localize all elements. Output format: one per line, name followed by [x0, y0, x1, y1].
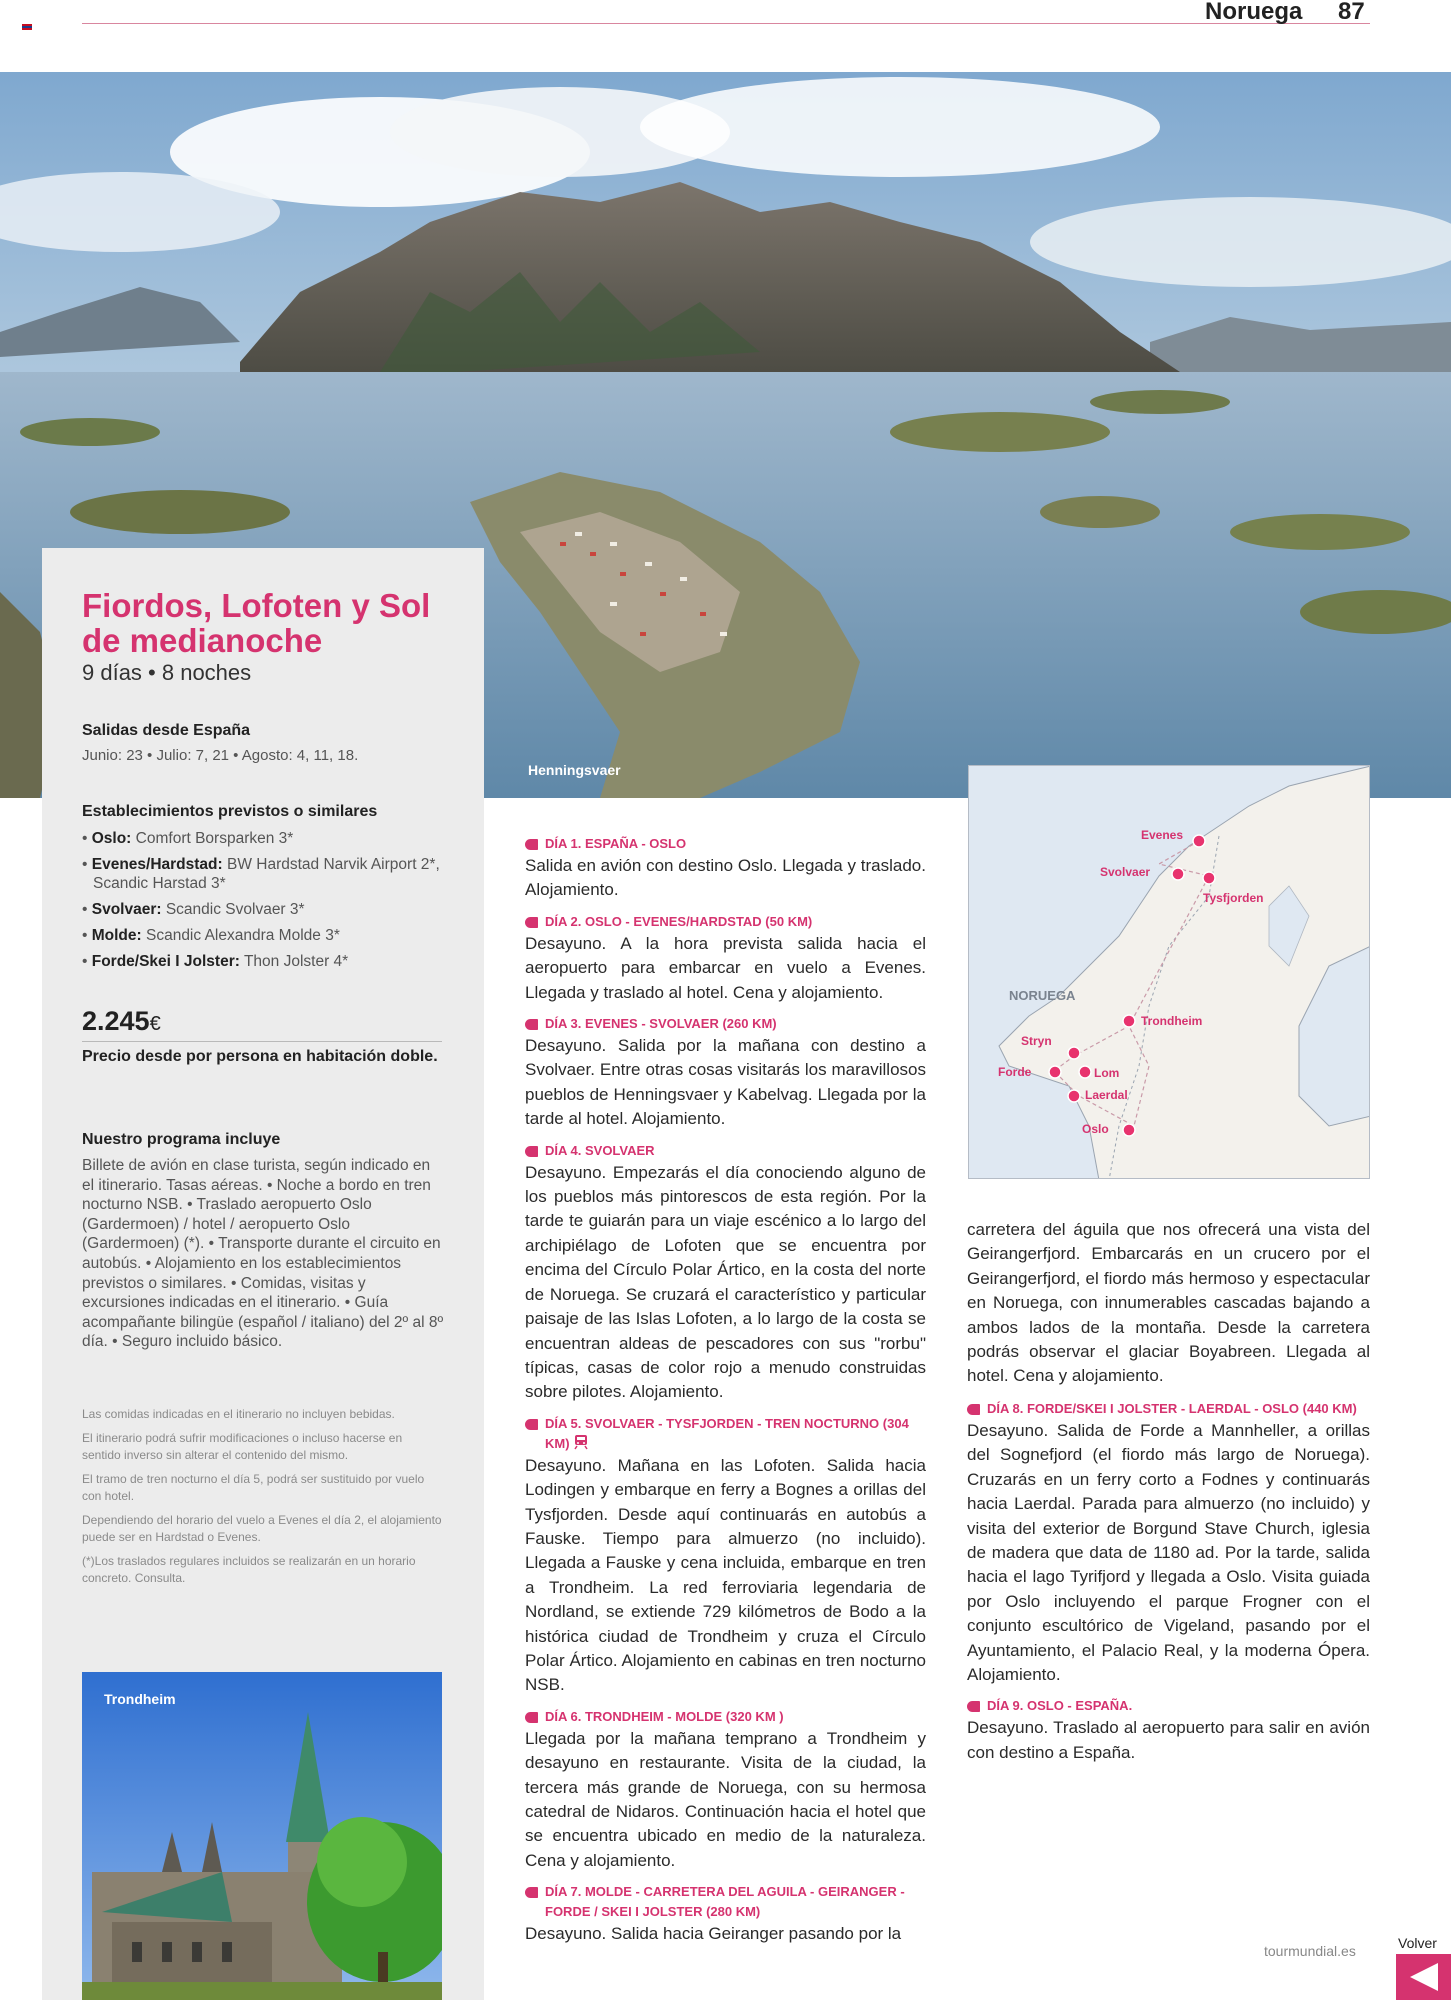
hotel-item: • Molde: Scandic Alexandra Molde 3* — [82, 927, 340, 944]
page-number: 87 — [1338, 0, 1365, 25]
tour-title: Fiordos, Lofoten y Sol de medianoche — [82, 587, 431, 659]
back-button[interactable] — [1396, 1954, 1451, 2000]
price-note: Precio desde por persona en habitación doble. — [82, 1048, 438, 1065]
hotel-item: • Evenes/Hardstad: BW Hardstad Narvik Airport 2*, Scandic Harstad 3* — [82, 856, 440, 892]
tour-duration: 9 días • 8 noches — [82, 660, 252, 685]
map-label: Stryn — [1021, 1034, 1052, 1048]
note: Dependiendo del horario del vuelo a Evenes el día 2, el alojamiento puede ser en Hardstad o Evenes. — [82, 1512, 442, 1544]
day-text: Llegada por la mañana temprano a Trondheim y desayuno en restaurante. Visita de la ciudad, la tercera más grande de Noruega, con su hermosa catedral de Nidaros. Continuación hacia el hotel que se encuentra ubicado en medio de la naturaleza. Cena y alojamiento. — [525, 1728, 926, 1870]
day-text: Salida en avión con destino Oslo. Llegada y traslado. Alojamiento. — [525, 856, 926, 900]
map-label: Svolvaer — [1100, 865, 1151, 879]
map-label: Evenes — [1141, 828, 1184, 842]
day-heading: DÍA 2. OSLO - EVENES/HARDSTAD (50 KM) — [525, 912, 926, 932]
day-heading: DÍA 4. SVOLVAER — [525, 1141, 926, 1161]
header-country: Noruega — [1205, 0, 1303, 25]
day-heading: DÍA 5. SVOLVAER - TYSFJORDEN - TREN NOCTURNO (304 KM) — [525, 1414, 926, 1454]
route-map — [968, 765, 1370, 1179]
chevron-icon — [525, 917, 538, 928]
trondheim-photo — [82, 1672, 442, 2000]
map-label: Forde — [998, 1065, 1032, 1079]
note: El tramo de tren nocturno el día 5, podrá ser sustituido por vuelo con hotel. — [82, 1471, 425, 1503]
day-text: Desayuno. Salida hacia Geiranger pasando por la — [525, 1924, 902, 1944]
day-text: Desayuno. Salida de Forde a Mannheller, a orillas del Sognefjord (el fiordo más largo de Noruega). Cruzarás en un ferry corto a Fodnes y continuarás hacia Laerdal. Parada para almuerzo (no incluido) y visita del exterior de Borgund Stave Church, iglesia de madera que data de 1180 ad. Por la tarde, salida hacia el lago Tyrifjord y llegada a Oslo. Visita guiada por Oslo incluyendo el parque Frogner con el conjunto escultórico de Vigeland, pasando por el Ayuntamiento, el Palacio Real, y la moderna Ópera. Alojamiento. — [967, 1421, 1370, 1685]
spain-flag-icon — [22, 24, 32, 30]
day-heading: DÍA 7. MOLDE - CARRETERA DEL AGUILA - GEIRANGER - FORDE / SKEI I JOLSTER (280 KM) — [525, 1882, 926, 1922]
price: 2.245€ — [82, 1006, 161, 1036]
header-rule — [82, 23, 1370, 24]
day-heading: DÍA 9. OSLO - ESPAÑA. — [967, 1696, 1370, 1716]
map-label: Trondheim — [1141, 1014, 1203, 1028]
chevron-icon — [525, 1146, 538, 1157]
day-text: Desayuno. A la hora prevista salida hacia el aeropuerto para embarcar en vuelo a Evenes. Llegada y traslado al hotel. Cena y alojamiento. — [525, 933, 926, 1002]
departures-heading: Salidas desde España — [82, 722, 251, 739]
departures-text: Junio: 23 • Julio: 7, 21 • Agosto: 4, 11, 18. — [82, 747, 359, 764]
note: (*)Los traslados regulares incluidos se realizarán en un horario concreto. Consulta. — [82, 1553, 416, 1585]
chevron-icon — [967, 1701, 980, 1712]
day-heading: DÍA 3. EVENES - SVOLVAER (260 KM) — [525, 1014, 926, 1034]
chevron-icon — [967, 1404, 980, 1415]
day-text: Desayuno. Traslado al aeropuerto para salir en avión con destino a España. — [967, 1718, 1370, 1762]
chevron-icon — [525, 1887, 538, 1898]
hotels-heading: Establecimientos previstos o similares — [82, 803, 378, 820]
map-label: Oslo — [1082, 1122, 1109, 1136]
day-heading: DÍA 1. ESPAÑA - OSLO — [525, 834, 926, 854]
includes-heading: Nuestro programa incluye — [82, 1131, 281, 1148]
note: El itinerario podrá sufrir modificaciones o incluso hacerse en sentido inverso sin alterar el contenido del mismo. — [82, 1430, 403, 1462]
map-label: Lom — [1094, 1066, 1120, 1080]
chevron-icon — [525, 1712, 538, 1723]
day-text: carretera del águila que nos ofrecerá una vista del Geirangerfjord. Embarcarás en un crucero por el Geirangerfjord, el fiordo más hermoso y espectacular en Noruega, con innumerables cascadas bajando a ambos lados de la montaña. Desde la carretera podrás observar el glaciar Boyabreen. Llegada al hotel. Cena y alojamiento. — [967, 1220, 1370, 1386]
chevron-icon — [525, 1019, 538, 1030]
hotel-item: • Oslo: Comfort Borsparken 3* — [82, 830, 294, 847]
hotels-list — [82, 829, 452, 978]
hotel-item: • Svolvaer: Scandic Svolvaer 3* — [82, 901, 305, 918]
back-label: Volver — [1398, 1935, 1437, 1951]
day-text: Desayuno. Mañana en las Lofoten. Salida hacia Lodingen y embarque en ferry a Bognes a orillas del Tysfjorden. Desde aquí continuarás en autobús a Fauske. Tiempo para almuerzo (no incluido). Llegada a Fauske y cena incluida, embarque en tren a Trondheim. La red ferroviaria legendaria de Nordland, se extiende 729 kilómetros de Bodo a la histórica ciudad de Trondheim y cruza el Círculo Polar Ártico. Alojamiento en cabinas en tren nocturno NSB. — [525, 1455, 926, 1695]
itinerary-column-1 — [525, 834, 926, 1947]
chevron-icon — [525, 1419, 538, 1430]
back-arrow-icon — [1396, 1954, 1451, 2000]
hero-caption: Henningsvaer — [528, 762, 621, 778]
chevron-icon — [525, 839, 538, 850]
day-text: Desayuno. Empezarás el día conociendo alguno de los pueblos más pintorescos de esta región. Por la tarde te guiarán para un viaje escénico a lo largo del archipiélago de Lofoten que se encuentra por encima del Círculo Polar Ártico, en la costa del norte de Noruega. Se cruzará el característico y particular paisaje de las Islas Lofoten, a lo largo de la costa se encuentran aldeas de pescadores con sus "rorbu" típicas, casas de color rojo a menudo construidas sobre pilotes. Alojamiento. — [525, 1162, 926, 1402]
day-heading: DÍA 8. FORDE/SKEI I JOLSTER - LAERDAL - OSLO (440 KM) — [967, 1399, 1370, 1419]
price-divider — [82, 1041, 442, 1042]
map-label: Tysfjorden — [1203, 891, 1264, 905]
trondheim-caption: Trondheim — [104, 1691, 176, 1707]
includes-text: Billete de avión en clase turista, según indicado en el itinerario. Tasas aéreas. • Noche a bordo en tren nocturno NSB. • Traslado aeropuerto Oslo (Gardermoen) / hotel / aeropuerto Oslo (Gardermoen) (*). • Transporte durante el circuito en autobús. • Alojamiento en los establecimientos previstos o similares. • Comidas, visitas y excursiones indicadas en el itinerario. • Guía acompañante bilingüe (español / italiano) del 2º al 8º día. • Seguro incluido básico. — [82, 1157, 444, 1351]
train-icon — [574, 1434, 588, 1450]
map-country-label: NORUEGA — [1009, 988, 1076, 1003]
notes — [82, 1406, 444, 1594]
day-heading: DÍA 6. TRONDHEIM - MOLDE (320 KM ) — [525, 1707, 926, 1727]
itinerary-continuation — [967, 1218, 1370, 1389]
map-label: Laerdal — [1085, 1088, 1128, 1102]
hotel-item: • Forde/Skei I Jolster: Thon Jolster 4* — [82, 953, 349, 970]
day-text: Desayuno. Salida por la mañana con destino a Svolvaer. Entre otras cosas visitarás los maravillosos pueblos de Henningsvaer y Kabelvag. Llegada por la tarde al hotel. Alojamiento. — [525, 1036, 926, 1129]
website-link[interactable]: tourmundial.es — [1264, 1943, 1356, 1959]
note: Las comidas indicadas en el itinerario no incluyen bebidas. — [82, 1407, 395, 1421]
itinerary-column-2 — [967, 1399, 1370, 1765]
